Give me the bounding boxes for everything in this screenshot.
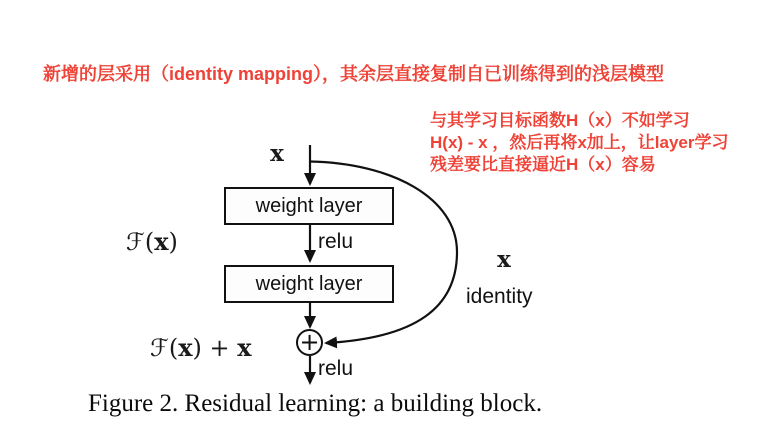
output-x: x (178, 333, 193, 362)
output-sum-label (150, 333, 252, 362)
plus-icon: + (296, 329, 323, 356)
residual-x: x (154, 227, 169, 256)
weight-layer-box-1: weight layer (224, 187, 394, 225)
weight-layer-box-2: weight layer (224, 265, 394, 303)
side-annotation-line-2: H(x) - x ，然后再将x加上，让layer学习 (430, 133, 729, 152)
top-annotation: 新增的层采用（identity mapping），其余层直接复制自已训练得到的浅层模型 (43, 64, 664, 84)
residual-function-label (126, 227, 178, 256)
relu-label-mid: relu (318, 230, 354, 253)
close-paren: ) (168, 228, 178, 256)
side-annotation (430, 110, 729, 176)
identity-x-label: x (497, 246, 511, 273)
identity-label: identity (466, 285, 533, 308)
script-f: ℱ( (150, 334, 179, 362)
script-f: ℱ( (126, 228, 155, 256)
output-x2: x (237, 333, 252, 362)
close-paren-plus: ) + (192, 334, 238, 362)
side-annotation-line-3: 残差要比直接逼近H（x）容易 (430, 155, 656, 174)
relu-label-out: relu (318, 357, 354, 380)
figure-caption: Figure 2. Residual learning: a building block. (88, 390, 543, 417)
side-annotation-line-1: 与其学习目标函数H（x）不如学习 (430, 111, 690, 130)
input-x-label: x (270, 140, 284, 167)
